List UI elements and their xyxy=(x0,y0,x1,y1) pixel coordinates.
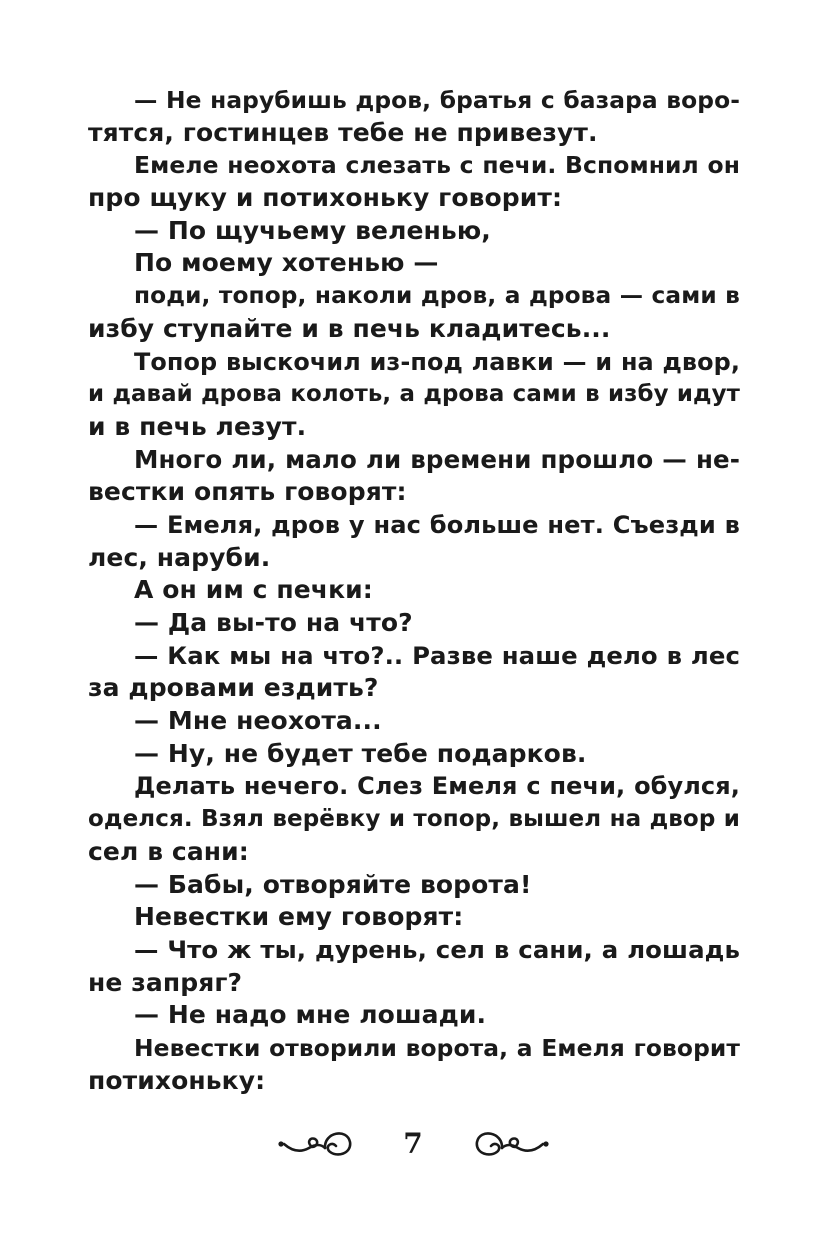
text-line: По моему хотенью — xyxy=(134,248,439,278)
text-line: вестки опять говорят: xyxy=(88,477,407,507)
swirl-ornament-left-icon xyxy=(278,1133,350,1154)
text-line: и в печь лезут. xyxy=(88,411,307,441)
page-footer xyxy=(0,1120,827,1170)
text-line: за дровами ездить? xyxy=(88,673,379,703)
text-line: — Не нарубишь дров, братья с базара воро- xyxy=(134,86,740,114)
text-line: и давай дрова колоть, а дрова сами в избу идут xyxy=(88,381,740,408)
text-line: — Емеля, дров у нас больше нет. Съезди в xyxy=(134,510,740,539)
page-number: 7 xyxy=(403,1127,423,1160)
text-line: — Да вы-то на что? xyxy=(134,608,413,637)
text-line: тятся, гостинцев тебе не привезут. xyxy=(88,117,598,147)
text-line: — Мне неохота... xyxy=(134,706,382,736)
text-line: А он им с печки: xyxy=(134,575,373,605)
text-line: — Не надо мне лошади. xyxy=(134,1000,487,1030)
text-line: — Как мы на что?.. Разве наше дело в лес xyxy=(134,640,740,670)
text-line: Невестки отворили ворота, а Емеля говорит xyxy=(134,1033,740,1062)
text-line: избу ступайте и в печь кладитесь... xyxy=(88,313,611,343)
body-text xyxy=(88,84,740,1097)
text-line: про щуку и потихоньку говорит: xyxy=(88,183,563,213)
text-line: сел в сани: xyxy=(88,836,249,866)
text-line: оделся. Взял верёвку и топор, вышел на двор и xyxy=(88,806,740,833)
text-line: не запряг? xyxy=(88,967,243,997)
text-line: — Бабы, отворяйте ворота! xyxy=(134,869,532,899)
text-line: Топор выскочил из-под лавки — и на двор, xyxy=(134,347,740,376)
text-line: Невестки ему говорят: xyxy=(134,902,464,932)
swirl-ornament-right-icon xyxy=(477,1133,549,1154)
text-line: поди, топор, наколи дров, а дрова — сами в xyxy=(134,282,740,310)
text-line: Емеле неохота слезать с печи. Вспомнил он xyxy=(134,151,740,180)
text-line: — Что ж ты, дурень, сел в сани, а лошадь xyxy=(134,934,740,964)
text-line: потихоньку: xyxy=(88,1065,266,1095)
text-line: лес, наруби. xyxy=(88,542,271,572)
text-line: — Ну, не будет тебе подарков. xyxy=(134,738,587,768)
text-line: Много ли, мало ли времени прошло — не- xyxy=(134,444,740,474)
text-line: — По щучьему веленью, xyxy=(134,215,491,245)
text-line: Делать нечего. Слез Емеля с печи, обулся, xyxy=(134,772,740,801)
